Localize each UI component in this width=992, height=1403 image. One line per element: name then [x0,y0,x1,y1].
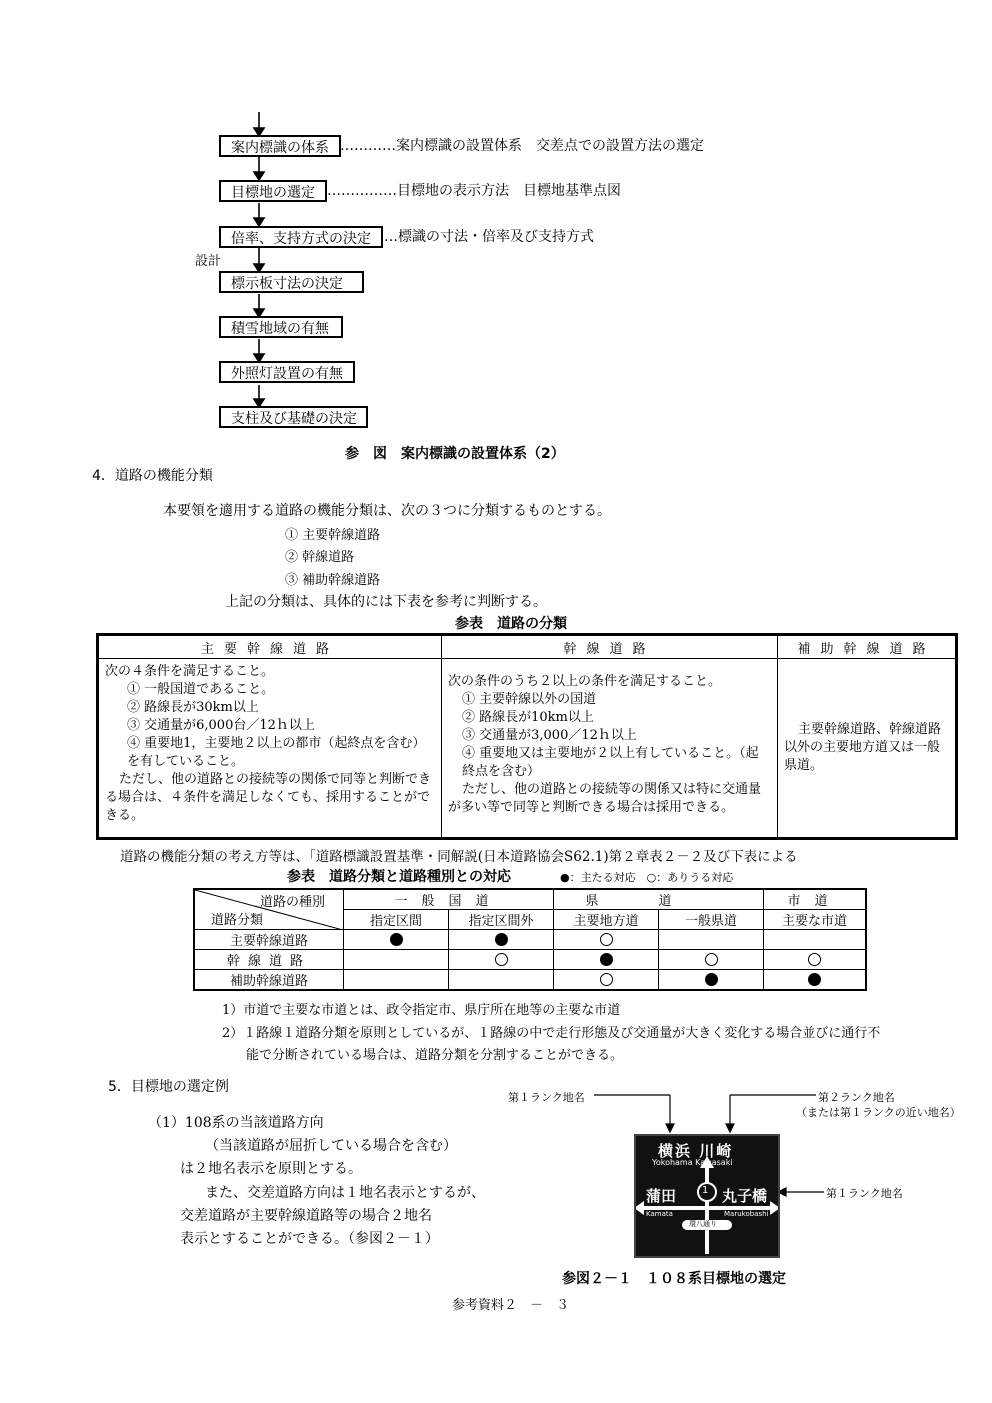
t2-cell [344,930,449,950]
t2-row [194,950,866,970]
t2-cell [554,970,659,991]
t2-corner-top: 道路の種別 [259,895,325,910]
t1-col3: 主要幹線道路、幹線道路以外の主要地方道又は一般県道。 [778,659,957,839]
flow-box-5: 積雪地域の有無 [219,316,343,338]
main-dot-icon [495,933,508,946]
flow-note-1: …………案内標識の設置体系 交差点での設置方法の選定 [340,138,704,154]
sec4-heading: 4．道路の機能分類 [92,468,213,484]
t2-cell [764,950,867,970]
t2-cell [344,950,449,970]
road-type-table [193,888,867,991]
t2-group-1: 一般国道 [344,889,554,910]
flow-box-1: 案内標識の体系 [219,135,341,157]
flow-box-2: 目標地の選定 [219,180,327,202]
table2-legend: ●：主たる対応 ○：ありうる対応 [560,871,734,884]
leader-line-right [776,1185,826,1199]
possible-circle-icon [600,933,613,946]
sec5-line-1: （1）108系の当該道路方向 [148,1115,324,1131]
t2-cell [554,930,659,950]
page-footer: 参考資料２ － ３ [452,1298,570,1313]
t2-note-1: 1）市道で主要な市道とは、政令指定市、県庁所在地等の主要な市道 [222,1003,621,1018]
sec5-line-4: また、交差道路方向は１地名表示とするが、 [205,1185,485,1201]
sec4-item-3: ③ 補助幹線道路 [285,573,381,588]
possible-circle-icon [705,953,718,966]
t2-cell [659,930,764,950]
table2-title: 参表 道路分類と道路種別との対応 [287,869,511,885]
sign-left-en: Kamata [646,1210,673,1218]
t2-sub-5: 主要な市道 [764,910,867,930]
t1-header-2: 幹線道路 [442,635,778,659]
sign-top-en: Yokohama Kawasaki [652,1158,733,1167]
sec5-line-6: 表示とすることができる。（参図２－１） [180,1231,439,1247]
t2-row-label: 主要幹線道路 [194,930,344,950]
flow-side-label: 設計 [195,254,222,269]
sign-left-jp: 蒲田 [646,1187,677,1205]
possible-circle-icon [600,973,613,986]
t2-cell [449,930,554,950]
t2-cell [449,970,554,991]
t2-cell [764,970,867,991]
t2-cell [449,950,554,970]
t2-sub-3: 主要地方道 [554,910,659,930]
t2-cell [344,970,449,991]
t2-group-2: 県道 [554,889,764,910]
sec4-item-1: ① 主要幹線道路 [285,528,381,543]
sign-route-number: 1 [702,1185,709,1196]
rank2-sub-label: （または第１ランクの近い地名） [796,1106,961,1119]
t2-group-3: 市道 [764,889,867,910]
flow-box-6: 外照灯設置の有無 [219,361,355,383]
flow-arrows [0,0,992,440]
sec4-after: 上記の分類は、具体的には下表を参考に判断する。 [225,594,547,610]
rank1-right-label: 第１ランク地名 [826,1187,903,1200]
sec5-line-5: 交差道路が主要幹線道路等の場合２地名 [180,1208,432,1224]
sec4-note-line: 道路の機能分類の考え方等は、「道路標識設置基準・同解説(日本道路協会S62.1)第２章表２－２及び下表による [120,849,798,865]
t2-cell [554,950,659,970]
flow-box-7: 支柱及び基礎の決定 [219,406,368,428]
sec5-line-2: （当該道路が屈折している場合を含む） [205,1138,457,1154]
t2-corner [194,889,344,930]
sign-street-name: 環八通り [689,1220,717,1228]
sign-top-jp: 横浜 川崎 [658,1142,734,1160]
sec4-item-2: ② 幹線道路 [285,550,355,565]
sec5-line-3: は２地名表示を原則とする。 [180,1161,362,1177]
flow-caption: 参 図 案内標識の設置体系（2） [345,446,565,462]
t2-cell [659,970,764,991]
flow-box-4: 標示板寸法の決定 [219,271,364,293]
main-dot-icon [808,973,821,986]
flow-box-3: 倍率、支持方式の決定 [219,226,383,248]
main-dot-icon [705,973,718,986]
t1-col1: 次の４条件を満足すること。 ① 一般国道であること。 ② 路線長が30km以上 ③ 交通量が6,000台／12ｈ以上 ④ 重要地1，主要地２以上の都市（起終点を含む）を有していること。 ただし、他の道路との接続等の関係で同等と判断できる場合は、４条件を満足しなくても、採用することができる。 [98,659,442,839]
table1-title: 参表 道路の分類 [455,616,567,632]
sec5-heading: 5．目標地の選定例 [108,1079,229,1095]
flow-note-3: …標識の寸法・倍率及び支持方式 [384,229,594,245]
sign-right-en: Marukobashi [724,1210,769,1218]
possible-circle-icon [808,953,821,966]
t2-row-label: 幹線道路 [194,950,344,970]
road-classification-table [96,633,958,840]
sec4-intro: 本要領を適用する道路の機能分類は、次の３つに分類するものとする。 [163,503,611,519]
t1-col2: 次の条件のうち２以上の条件を満足すること。 ① 主要幹線以外の国道 ② 路線長が10km以上 ③ 交通量が3,000／12ｈ以上 ④ 重要地又は主要地が２以上有していること。（起終点を含む） ただし、他の道路との接続等の関係又は特に交通量が多い等で同等と判断できる場合は採用できる。 [442,659,778,839]
t2-note-2: 2）１路線１道路分類を原則としているが、１路線の中で走行形態及び交通量が大きく変化する場合並びに通行不 [222,1026,881,1041]
t2-sub-2: 指定区間外 [449,910,554,930]
t2-sub-1: 指定区間 [344,910,449,930]
flow-note-2: ……………目標地の表示方法 目標地基準点図 [327,183,621,199]
t2-cell [764,930,867,950]
guide-sign [634,1134,780,1258]
rank2-top-label: 第２ランク地名 [818,1091,895,1104]
t2-corner-bottom: 道路分類 [211,913,264,928]
t2-row-label: 補助幹線道路 [194,970,344,991]
sign-right-jp: 丸子橋 [722,1187,768,1205]
rank1-top-label: 第１ランク地名 [508,1091,585,1104]
t2-row [194,970,866,991]
main-dot-icon [390,933,403,946]
possible-circle-icon [495,953,508,966]
t1-header-3: 補助幹線道路 [778,635,957,659]
t2-note-3: 能で分断されている場合は、道路分類を分割することができる。 [246,1048,624,1063]
main-dot-icon [600,953,613,966]
t1-header-1: 主要幹線道路 [98,635,442,659]
t2-row [194,930,866,950]
t2-sub-4: 一般県道 [659,910,764,930]
figure-caption: 参図２－１ １０８系目標地の選定 [562,1271,786,1287]
t2-cell [659,950,764,970]
